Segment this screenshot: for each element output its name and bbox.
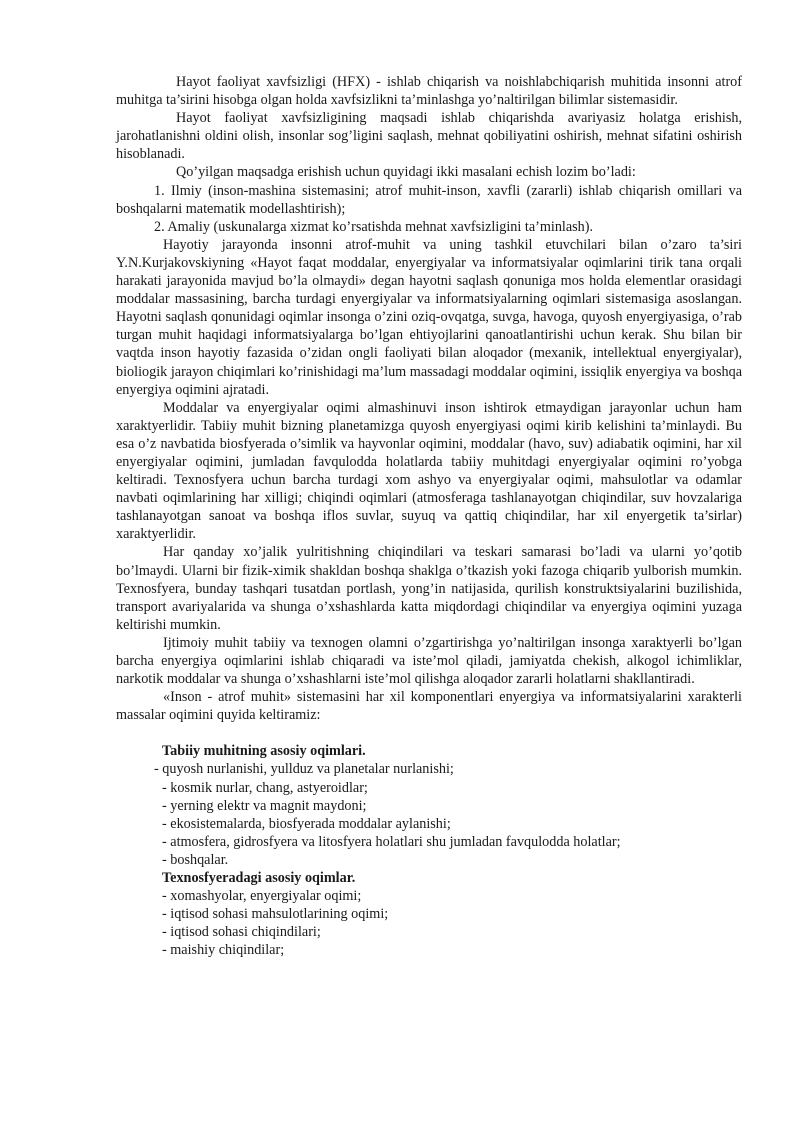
paragraph-social-environment: Ijtimoiy muhit tabiiy va texnogen olamni o’zgartirishga yo’naltirilgan insonga xaraktyerli bo’lgan barcha enyergiya oqimlarini ishlab chiqaradi va iste’mol qiladi, jamiyatda chekish, alkogol ichimliklar, narkotik moddalar va shunga o’xshashlarni iste’mol qilishga aloqador zararli holatlarni shakllantiradi. — [116, 634, 742, 688]
list-item: - kosmik nurlar, chang, astyeroidlar; — [162, 779, 368, 796]
list-item: - boshqalar. — [162, 851, 229, 868]
list-item: - xomashyolar, enyergiyalar oqimi; — [162, 888, 362, 905]
paragraph-task-practical: 2. Amaliy (uskunalarga xizmat ko’rsatishda mehnat xavfsizligini ta’minlash). — [154, 218, 594, 235]
list-item: - yerning elektr va magnit maydoni; — [162, 797, 367, 814]
paragraph-hfx-goal: Hayot faoliyat xavfsizligining maqsadi ishlab chiqarishda avariyasiz holatga erishish, jarohatlanishni oldini olish, insonlar sog’ligini saqlash, mehnat qobiliyatini oshirish, mehnat sifatini oshirish hisoblanadi. — [116, 110, 742, 163]
document-page — [116, 73, 742, 960]
list-item: - maishiy chiqindilar; — [162, 942, 285, 959]
section-spacer — [116, 724, 742, 742]
list-item: - iqtisod sohasi mahsulotlarining oqimi; — [162, 906, 389, 923]
list-item: - ekosistemalarda, biosfyerada moddalar aylanishi; — [162, 815, 451, 832]
paragraph-task-scientific: 1. Ilmiy (inson-mashina sistemasini; atrof muhit-inson, xavfli (zararli) ishlab chiqarish omillari va boshqalarni matematik modellashtirish); — [116, 182, 742, 217]
section-heading-natural-flows: Tabiiy muhitning asosiy oqimlari. — [162, 743, 366, 760]
paragraph-economic-waste: Har qanday xo’jalik yulritishning chiqindilari va teskari samarasi bo’ladi va ularni yo’qotib bo’lmaydi. Ularni bir fizik-ximik shakldan boshqa shaklga o’tkazish yoki fazoga chiqarib yulborish mumkin. Texnosfyera, bunday tashqari tusatdan portlash, yong’in natijasida, qurilish konstruktsiyalarini buzilishida, transport avariyalarida va shunga o’xshashlarda katta miqdordagi chiqindilar va enyergiya oqimini yuzaga keltirishi mumkin. — [116, 544, 742, 633]
paragraph-hfx-definition: Hayot faoliyat xavfsizligi (HFX) - ishlab chiqarish va noishlabchiqarish muhitida insonni atrof muhitga ta’sirini hisobga olgan holda xavfsizlikni ta’minlashga yo’naltirilgan bilimlar sistemasidir. — [116, 74, 742, 109]
list-item: - quyosh nurlanishi, yullduz va planetalar nurlanishi; — [154, 761, 454, 778]
section-heading-technosphere-flows: Texnosfyeradagi asosiy oqimlar. — [162, 870, 356, 887]
list-item: - iqtisod sohasi chiqindilari; — [162, 924, 321, 941]
paragraph-system-flows-intro: «Inson - atrof muhit» sistemasini har xil komponentlari enyergiya va informatsiyalarini xarakterli massalar oqimini quyida keltiramiz: — [116, 689, 742, 724]
paragraph-tasks-intro: Qo’yilgan maqsadga erishish uchun quyidagi ikki masalani echish lozim bo’ladi: — [176, 164, 636, 181]
paragraph-life-process: Hayotiy jarayonda insonni atrof-muhit va uning tashkil etuvchilari bilan o’zaro ta’siri Y.N.Kurjakovskiyning «Hayot faqat moddalar, enyergiyalar va informatsiyalar oqimlarini tirik tana orqali harakati jarayonida mavjud bo’la olmaydi» degan hayotni saqlash qonuniga mos holda elementlar orasidagi moddalar massasining, barcha turdagi enyergiyalar va informatsiyalarning oqimlari sistemasiga asoslangan. Hayotni saqlash qonunidagi oqimlar insonga o’zini oziq-ovqatga, suvga, havoga, quyosh enyergiyasiga, o’rab turgan muhit haqidagi informatsiyalarga bo’lgan ehtiyojlarini qanoatlantirishi uchun kerak. Shu bilan bir vaqtda inson hayotiy fazasida o’zidan ongli faoliyati bilan aloqador (mexanik, intellektual enyergiyalar), bioliogik jarayon chiqimlari ko’rinishidagi ma’lum massadagi moddalar oqimini, issiqlik enyergiya va boshqa enyergiya oqimini ajratadi. — [116, 236, 742, 398]
paragraph-matter-energy-exchange: Moddalar va enyergiyalar oqimi almashinuvi inson ishtirok etmaydigan jarayonlar uchun ham xaraktyerlidir. Tabiiy muhit bizning planetamizga quyosh enyergiyasi oqimi kirib kelishini ta’minlaydi. Bu esa o’z navbatida biosfyerada o’simlik va hayvonlar oqimini, moddalar (havo, suv) adiabatik oqimini, har xil enyergiyalar oqimini, jumladan favqulodda holatlarda tabiiy muhitdagi enyergiyalar oqimini ro’yobga keltiradi. Texnosfyera uchun barcha turdagi xom ashyo va enyergiyalar oqimi, mahsulotlar va odamlar navbati oqimlarining har xilligi; chiqindi oqimlari (atmosferaga tashlanayotgan chiqindilar, suv hovzalariga tashlanayotgan sanoat va boshqa iflos suvlar, suyuq va qattiq chiqindilar, har xil enyergetik ta’sirlar) xaraktyerlidir. — [116, 399, 742, 543]
list-item: - atmosfera, gidrosfyera va litosfyera holatlari shu jumladan favqulodda holatlar; — [162, 833, 621, 850]
